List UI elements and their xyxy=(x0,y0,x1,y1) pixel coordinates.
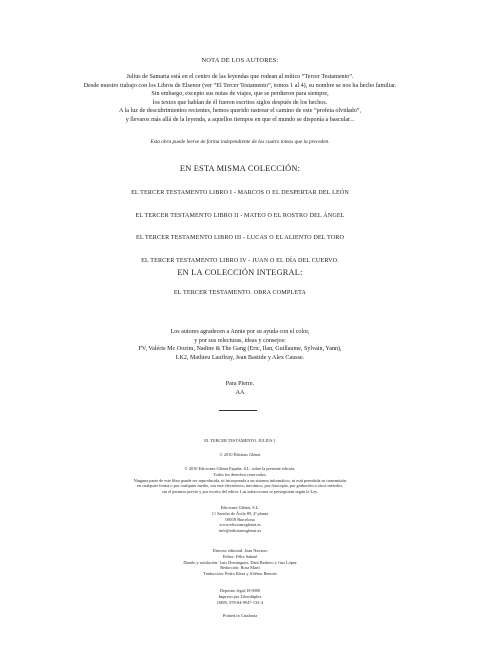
integral-collection-title xyxy=(0,268,480,277)
copyright-line: Ninguna parte de este libro puede ser reproducida, ni incorporada a un sistema informático, ni está permitida su transmisión xyxy=(133,477,347,483)
legal-title-line xyxy=(0,438,480,444)
credits-line: Director editorial: Joan Navarro xyxy=(212,548,268,553)
deposit-line: Impreso por Liberdúplex xyxy=(218,593,262,599)
integral-collection-item-text: EL TERCER TESTAMENTO. OBRA COMPLETA xyxy=(173,290,307,296)
website-link: www.edicionesglenat.es xyxy=(219,522,261,528)
credits-line: Redacción: Rosa Martí xyxy=(220,565,260,571)
address-line: Ediciones Glénat, S.L. xyxy=(220,505,260,510)
credits-line: Editor: Félix Sabaté xyxy=(222,553,258,559)
authors-note-title xyxy=(0,57,480,64)
collection-book-item: EL TERCER TESTAMENTO LIBRO II - MATEO O EL ROSTRO DEL ÁNGEL xyxy=(135,212,345,219)
deposit-line: Depósito legal: B-0000 xyxy=(219,588,261,593)
copyright-edition xyxy=(0,466,480,495)
independent-reading-note xyxy=(0,139,480,145)
isbn-line: ISBN: 978-84-9947-133-4 xyxy=(217,599,263,605)
legal-title-text: EL TERCER TESTAMENTO. JULIUS 1 xyxy=(204,438,276,443)
integral-collection-item xyxy=(0,290,480,296)
address-line: C/ Sancho de Ávila 89, 4ª planta xyxy=(212,510,268,516)
acknowledgements xyxy=(0,328,480,363)
copyright-original xyxy=(0,452,480,458)
editorial-credits xyxy=(0,548,480,577)
copyright-original-text: © 2010 Éditions Glénat xyxy=(219,452,261,457)
dedication-line: AA xyxy=(235,389,245,396)
integral-collection-title-text: EN LA COLECCIÓN INTEGRAL: xyxy=(177,268,303,277)
publisher-address xyxy=(0,505,480,534)
acknowledgements-line: FV, Valérie Mc Oozim, Nadine & The Gang (Eric, Ilan, Guillaume, Sylvain, Yann), xyxy=(138,346,342,353)
authors-note-line: y llevaros más allá de la leyenda, a aquellos tiempos en que el mundo se disponía a bascular... xyxy=(125,116,355,123)
dedication-line: Para Pierre. xyxy=(225,381,255,387)
collection-book-item: EL TERCER TESTAMENTO LIBRO IV - JUAN O EL DÍA DEL CUERVO. xyxy=(141,258,339,265)
same-collection-title xyxy=(0,164,480,173)
acknowledgements-line: y por sus relecturas, ideas y consejos: xyxy=(194,337,286,344)
copyright-line: sin el permiso previo y por escrito del editor. Las infracciones se perseguirán según la Ley. xyxy=(162,489,318,495)
collection-book-item: EL TERCER TESTAMENTO LIBRO III - LUCAS O EL ALIENTO DEL TORO xyxy=(135,235,345,242)
email-address: info@edicionesglenat.es xyxy=(218,528,262,534)
dedication xyxy=(0,380,480,397)
authors-note-line: Desde nuestro trabajo con los Libros de Elsenor (ver “El Tercer Testamento”, tomos 1 al 4), su nombre se nos ha hecho familiar. xyxy=(83,82,397,89)
printed-in xyxy=(0,613,480,619)
authors-note xyxy=(0,73,480,125)
credits-line: Traducción: Pedro Riera y Aliénor Benoist xyxy=(203,571,277,577)
authors-note-line: los textos que hablan de él fueron escritos siglos después de los hechos. xyxy=(152,99,328,106)
copyright-line: en cualquier forma o por cualquier medio, sea este electrónico, mecánico, por fotocopia, por grabación u otros métodos, xyxy=(136,483,344,489)
acknowledgements-line: Los autores agradecen a Annie por su ayuda con el color, xyxy=(170,329,310,335)
collection-book-item: EL TERCER TESTAMENTO LIBRO I - MARCOS O EL DESPERTAR DEL LEÓN xyxy=(131,190,349,196)
copyright-line: Todos los derechos reservados. xyxy=(213,471,267,477)
acknowledgements-line: LK2, Mathieu Lauffray, Jean Bastide y Alex Causse. xyxy=(175,355,305,362)
same-collection-title-text: EN ESTA MISMA COLECCIÓN: xyxy=(179,164,301,173)
deposit-info xyxy=(0,588,480,605)
copyright-line: © 2010 Ediciones Glénat España, S.L. sobre la presente edición. xyxy=(184,466,296,471)
authors-note-line: A la luz de descubrimientos recientes, hemos querido rastrear el camino de este “profeta olvidado”, xyxy=(119,108,361,115)
section-divider xyxy=(219,410,257,411)
independent-reading-note-text: Esta obra puede leerse de forma independiente de los cuatro tomos que la preceden. xyxy=(150,139,330,145)
authors-note-line: Julius de Samaria está en el centro de las leyendas que rodean al mítico “Tercer Testamento”. xyxy=(126,74,354,80)
authors-note-title-text: NOTA DE LOS AUTORES: xyxy=(201,57,279,64)
printed-in-text: Printed in Catalonia xyxy=(222,613,258,618)
authors-note-line: Sin embargo, excepto sus notas de viajes, que se perdieron para siempre, xyxy=(151,91,329,98)
credits-line: Diseño y rotulación: Luis Domínguez, Dani Barbero y Gus López xyxy=(183,559,297,565)
address-line: 08018 Barcelona xyxy=(225,516,255,522)
